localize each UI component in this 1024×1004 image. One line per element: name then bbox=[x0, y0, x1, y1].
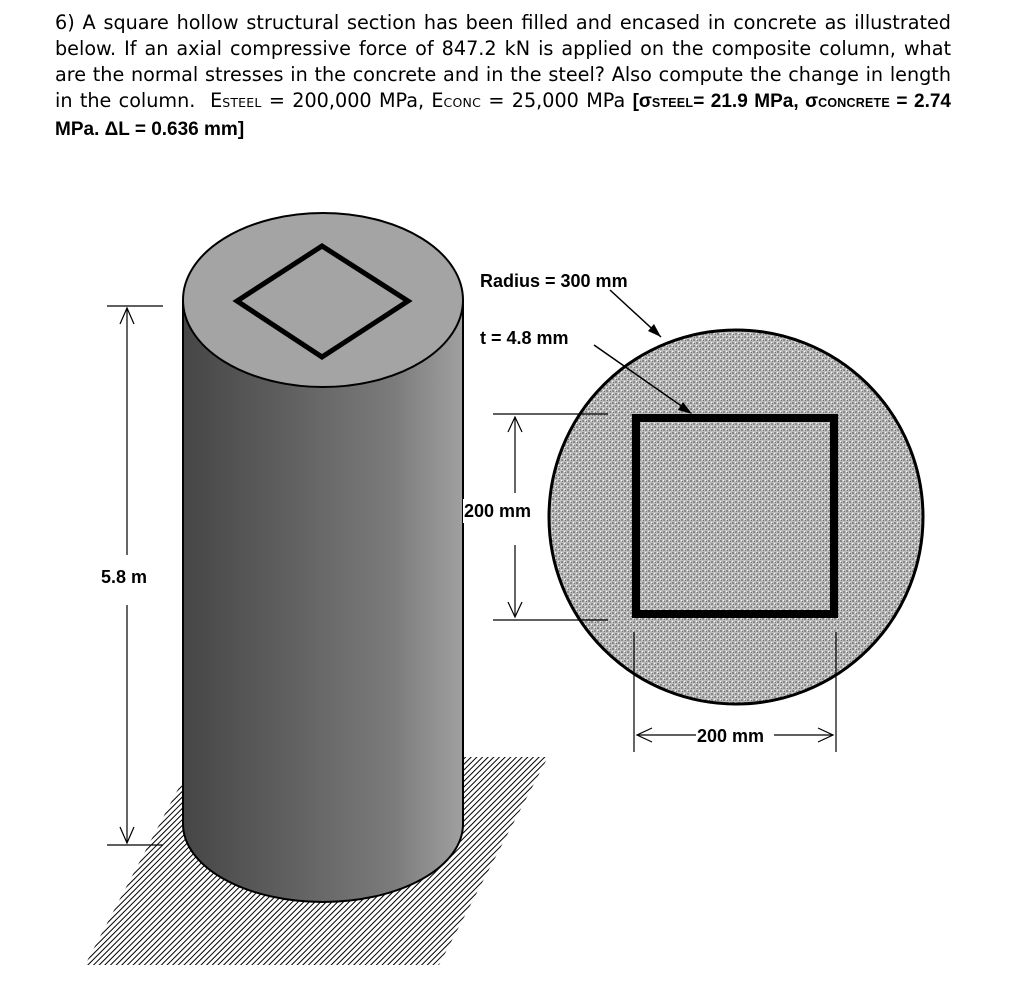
thickness-label: t = 4.8 mm bbox=[480, 328, 569, 348]
sigma-steel-subscript: STEEL bbox=[651, 96, 694, 110]
answer-open-bracket: [ bbox=[632, 91, 639, 112]
sigma-conc-symbol: σ bbox=[805, 91, 819, 112]
e-conc-value: = 25,000 MPa bbox=[481, 89, 633, 112]
sigma-steel-value: = 21.9 MPa, bbox=[693, 91, 806, 112]
radius-label: Radius = 300 mm bbox=[480, 271, 628, 291]
e-steel-value: = 200,000 MPa, bbox=[261, 89, 425, 112]
sigma-conc-subscript: CONCRETE bbox=[818, 96, 890, 110]
column-body bbox=[183, 300, 463, 902]
height-label: 5.8 m bbox=[101, 567, 148, 587]
answer-close-bracket: ] bbox=[237, 119, 245, 140]
delta-l-value: ΔL = 0.636 mm bbox=[104, 119, 238, 140]
radius-leader bbox=[610, 290, 661, 337]
e-steel-subscript: STEEL bbox=[222, 95, 262, 110]
problem-number: 6) bbox=[55, 11, 75, 34]
e-conc-symbol: E bbox=[431, 89, 444, 112]
side-horizontal-label: 200 mm bbox=[697, 726, 765, 746]
sigma-conc-value: = 2.74 MPa. bbox=[55, 91, 952, 140]
e-steel-symbol: E bbox=[210, 89, 223, 112]
e-conc-subscript: CONC bbox=[443, 95, 481, 110]
sigma-steel-symbol: σ bbox=[638, 91, 652, 112]
section-concrete bbox=[549, 330, 923, 704]
column-top bbox=[183, 213, 463, 387]
side-vertical-label: 200 mm bbox=[464, 501, 532, 521]
problem-body: A square hollow structural section has been filled and encased in concrete as illustrated below. If an axial compressive force of 847.2 kN is applied on the composite column, what are the normal stresses in the concrete and in the steel? Also compute the change in length in the column. bbox=[55, 11, 951, 112]
